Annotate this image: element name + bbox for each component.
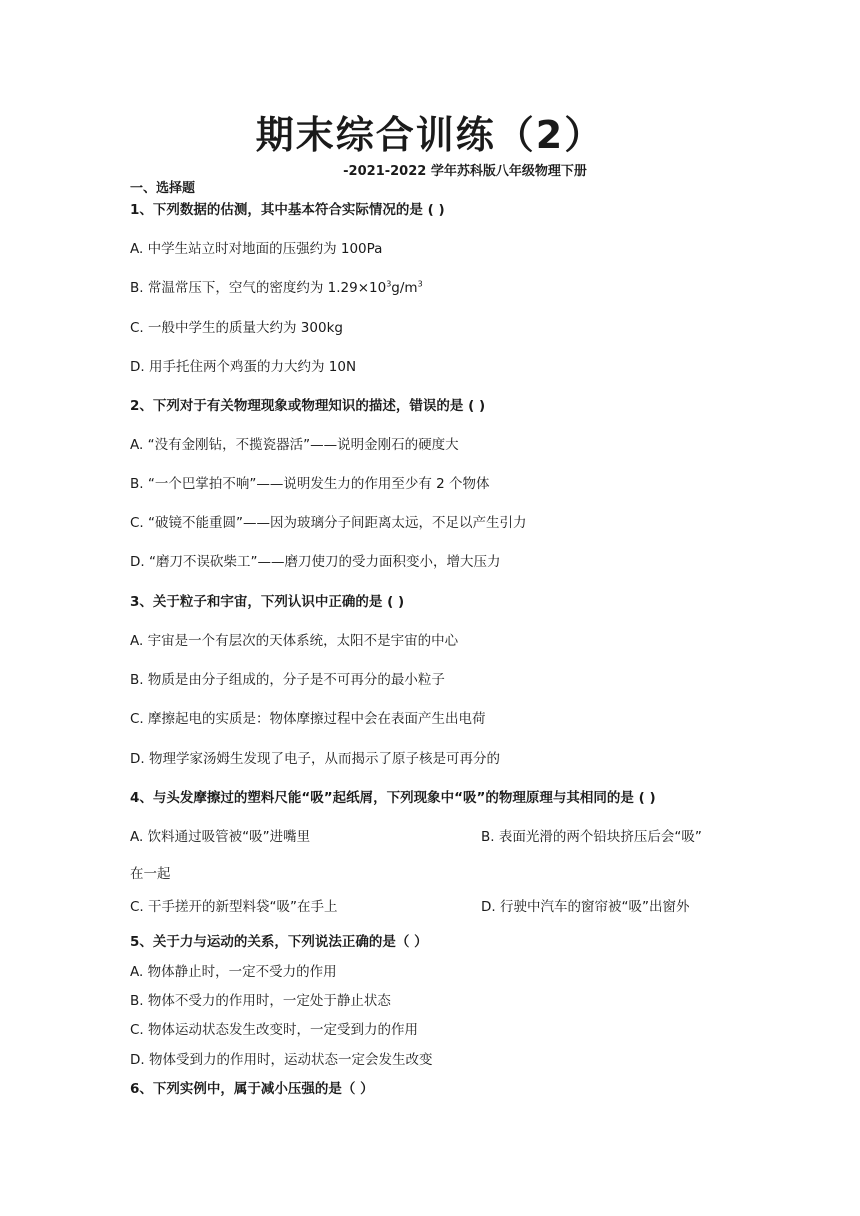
- question-5-option-c: C. 物体运动状态发生改变时，一定受到力的作用: [130, 1022, 419, 1038]
- question-4-option-a: A. 饮料通过吸管被“吸”进嘴里: [130, 829, 311, 845]
- question-1-option-b: B. 常温常压下，空气的密度约为 $1.29\times 10^3g/m^3$: [130, 279, 423, 296]
- question-3-option-d: D. 物理学家汤姆生发现了电子，从而揭示了原子核是可再分的: [130, 751, 500, 767]
- question-4-option-b-continued: 在一起: [130, 866, 171, 882]
- page-title: 期末综合训练（2）: [255, 113, 605, 157]
- question-4-stem: 4、与头发摩擦过的塑料尺能“吸”起纸屑，下列现象中“吸”的物理原理与其相同的是 ( ): [130, 790, 656, 806]
- question-1-stem: 1、下列数据的估测，其中基本符合实际情况的是 ( ): [130, 202, 445, 218]
- section-heading: 一、选择题: [130, 181, 196, 196]
- question-1-option-a: A. 中学生站立时对地面的压强约为 100Pa: [130, 241, 383, 257]
- question-4-option-d: D. 行驶中汽车的窗帘被“吸”出窗外: [481, 899, 690, 915]
- question-5-option-a: A. 物体静止时，一定不受力的作用: [130, 964, 337, 980]
- question-5-stem: 5、关于力与运动的关系，下列说法正确的是（ ）: [130, 934, 428, 950]
- question-4-option-c: C. 干手搓开的新型料袋“吸”在手上: [130, 899, 338, 915]
- question-5-option-b: B. 物体不受力的作用时，一定处于静止状态: [130, 993, 391, 1009]
- question-4-option-b: B. 表面光滑的两个铅块挤压后会“吸”: [481, 829, 702, 845]
- question-5-option-d: D. 物体受到力的作用时，运动状态一定会发生改变: [130, 1052, 433, 1068]
- question-2-option-b: B. “一个巴掌拍不响”——说明发生力的作用至少有 2 个物体: [130, 476, 490, 492]
- page-subtitle: -2021-2022 学年苏科版八年级物理下册: [343, 164, 587, 179]
- question-2-option-d: D. “磨刀不误砍柴工”——磨刀使刀的受力面积变小，增大压力: [130, 554, 501, 570]
- question-2-stem: 2、下列对于有关物理现象或物理知识的描述，错误的是 ( ): [130, 398, 486, 414]
- question-3-stem: 3、关于粒子和宇宙，下列认识中正确的是 ( ): [130, 594, 405, 610]
- question-1-option-c: C. 一般中学生的质量大约为 300kg: [130, 320, 343, 336]
- question-3-option-a: A. 宇宙是一个有层次的天体系统，太阳不是宇宙的中心: [130, 633, 459, 649]
- question-2-option-c: C. “破镜不能重圆”——因为玻璃分子间距离太远，不足以产生引力: [130, 515, 527, 531]
- question-1-option-d: D. 用手托住两个鸡蛋的力大约为 10N: [130, 359, 357, 375]
- question-6-stem: 6、下列实例中，属于减小压强的是（ ）: [130, 1081, 374, 1097]
- question-3-option-c: C. 摩擦起电的实质是：物体摩擦过程中会在表面产生出电荷: [130, 711, 486, 727]
- question-2-option-a: A. “没有金刚钻，不揽瓷器活”——说明金刚石的硬度大: [130, 437, 459, 453]
- question-3-option-b: B. 物质是由分子组成的，分子是不可再分的最小粒子: [130, 672, 445, 688]
